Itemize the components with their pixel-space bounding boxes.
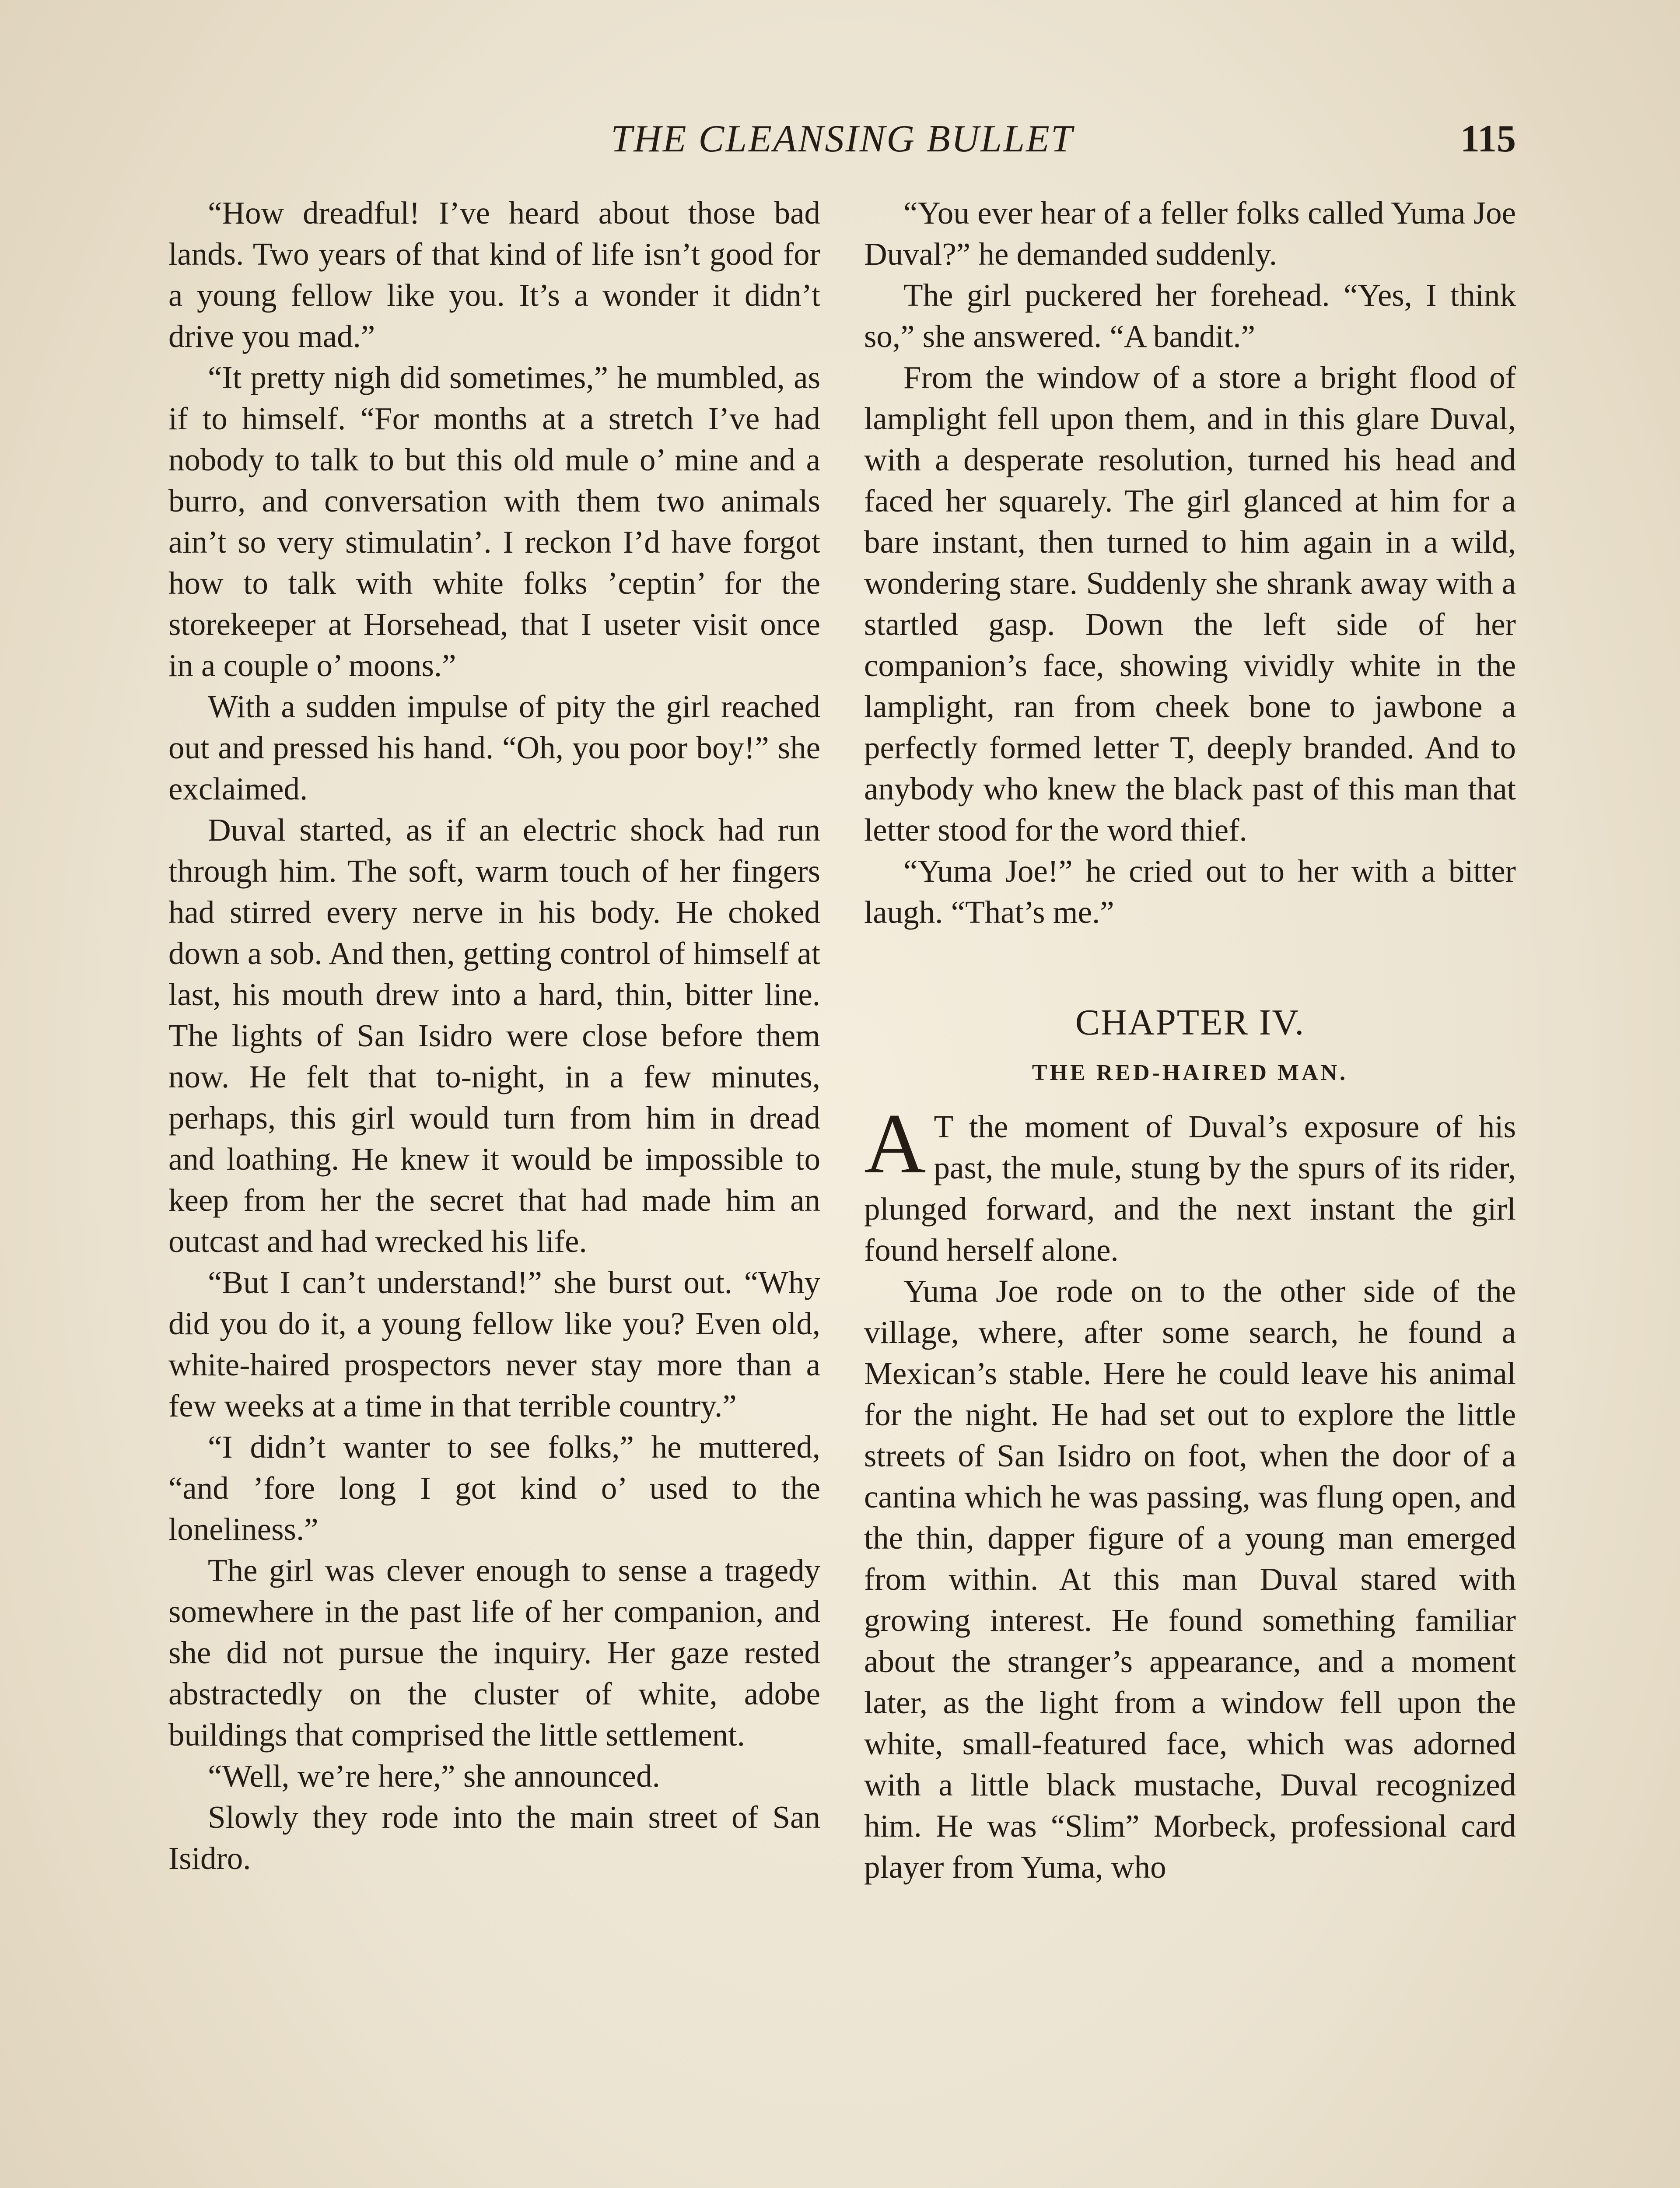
left-paragraph-5: “But I can’t understand!” she burst out. “Why did you do it, a young fellow like you? Even old, white-haired prospectors never stay more than a few weeks at a time in that terrible country.”: [168, 1265, 820, 1424]
drop-cap: A: [864, 1096, 926, 1191]
chapter-opening-paragraph: [864, 1096, 1516, 1271]
right-column: [864, 193, 1516, 1888]
left-column: [168, 193, 820, 1879]
right-paragraph-3: From the window of a store a bright flood of lamplight fell upon them, and in this glare Duval, with a desperate resolution, turned his head and faced her squarely. The girl glanced at him for a bare instant, then turned to him again in a wild, wondering stare. Suddenly she shrank away with a startled gasp. Down the left side of her companion’s face, showing vividly white in the lamplight, ran from cheek bone to jawbone a perfectly formed letter T, deeply branded. And to anybody who knew the black past of this man that letter stood for the word thief.: [864, 360, 1516, 848]
left-paragraph-2: “It pretty nigh did sometimes,” he mumbled, as if to himself. “For months at a stretch I’ve had nobody to talk to but this old mule o’ mine and a burro, and conversation with them two animals ain’t so very stimulatin’. I reckon I’d have forgot how to talk with white folks ’ceptin’ for the storekeeper at Horsehead, that I useter visit once in a couple o’ moons.”: [168, 360, 820, 683]
right-paragraph-4: “Yuma Joe!” he cried out to her with a bitter laugh. “That’s me.”: [864, 853, 1516, 930]
left-paragraph-8: “Well, we’re here,” she announced.: [208, 1758, 660, 1794]
page-header: [168, 113, 1516, 165]
running-title: THE CLEANSING BULLET: [611, 118, 1074, 160]
opening-paragraph-text: T the moment of Duval’s exposure of his past, the mule, stung by the spurs of its rider, plunged forward, and the next instant the girl found herself alone.: [864, 1109, 1516, 1268]
left-paragraph-1: “How dreadful! I’ve heard about those bad lands. Two years of that kind of life isn’t good for a young fellow like you. It’s a wonder it didn’t drive you mad.”: [168, 195, 820, 354]
right-paragraph-2: The girl puckered her forehead. “Yes, I think so,” she answered. “A bandit.”: [864, 277, 1516, 354]
chapter-heading: CHAPTER IV.: [1075, 1002, 1305, 1043]
left-paragraph-7: The girl was clever enough to sense a tragedy somewhere in the past life of her companion, and she did not pursue the inquiry. Her gaze rested abstractedly on the cluster of white, adobe buildings that comprised the little settlement.: [168, 1553, 820, 1753]
left-paragraph-3: With a sudden impulse of pity the girl reached out and pressed his hand. “Oh, you poor boy!” she exclaimed.: [168, 689, 820, 806]
left-paragraph-9: Slowly they rode into the main street of San Isidro.: [168, 1799, 820, 1876]
chapter-subtitle: THE RED-HAIRED MAN.: [1032, 1060, 1348, 1085]
left-paragraph-4: Duval started, as if an electric shock had run through him. The soft, warm touch of her fingers had stirred every nerve in his body. He choked down a sob. And then, getting control of himself at last, his mouth drew into a hard, thin, bitter line. The lights of San Isidro were close before them now. He felt that to-night, in a few minutes, perhaps, this girl would turn from him in dread and loathing. He knew it would be impossible to keep from her the secret that had made him an outcast and had wrecked his life.: [168, 812, 820, 1259]
right-paragraph-5: Yuma Joe rode on to the other side of the village, where, after some search, he found a Mexican’s stable. Here he could leave his animal for the night. He had set out to explore the little streets of San Isidro on foot, when the door of a cantina which he was passing, was flung open, and the thin, dapper figure of a young man emerged from within. At this man Duval stared with growing interest. He found something familiar about the stranger’s appearance, and a moment later, as the light from a window fell upon the white, small-featured face, which was adorned with a little black mustache, Duval recognized him. He was “Slim” Morbeck, professional card player from Yuma, who: [864, 1273, 1516, 1885]
page-number: 115: [1460, 118, 1516, 160]
right-paragraph-1: “You ever hear of a feller folks called Yuma Joe Duval?” he demanded suddenly.: [864, 195, 1516, 272]
left-paragraph-6: “I didn’t wanter to see folks,” he muttered, “and ’fore long I got kind o’ used to the loneliness.”: [168, 1429, 820, 1547]
